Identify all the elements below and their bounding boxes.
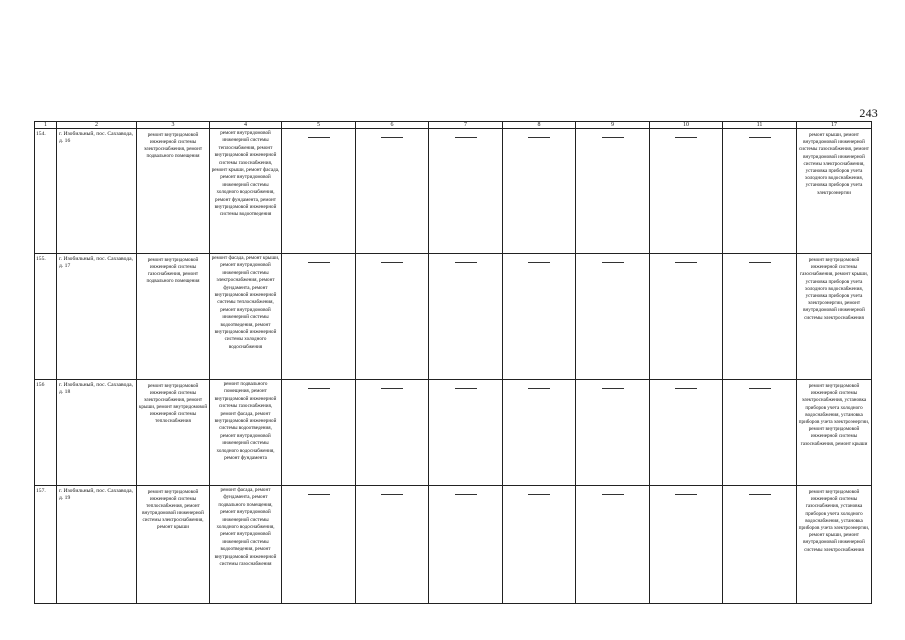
- header-cell: 3: [137, 122, 210, 129]
- dash-mark: [675, 388, 697, 389]
- dash-mark: [528, 388, 550, 389]
- dash-mark: [749, 494, 771, 495]
- dash-mark: [528, 262, 550, 263]
- table-row: [35, 129, 872, 254]
- works-cell-col4: ремонт фасада, ремонт фундамента, ремонт подвального помещения, ремонт внутридомовой инженерной системы холодного водоснабжения, ремонт внутридомовой инженерной системы водоотведения, ремонт внутридомовой инженерной системы газоснабжения: [210, 486, 282, 604]
- table-row: [35, 486, 872, 604]
- header-cell: 1: [35, 122, 57, 129]
- empty-cell-col11: [723, 380, 797, 486]
- header-cell: 2: [57, 122, 137, 129]
- empty-cell-col6: [356, 486, 429, 604]
- empty-cell-col11: [723, 486, 797, 604]
- address-cell: г. Изобильный, пос. Сахзавода, д. 16: [57, 129, 137, 254]
- dash-mark: [749, 388, 771, 389]
- empty-cell-col11: [723, 254, 797, 380]
- dash-mark: [455, 388, 477, 389]
- empty-cell-col5: [282, 254, 356, 380]
- empty-cell-col10: [650, 254, 723, 380]
- empty-cell-col7: [429, 486, 503, 604]
- dash-mark: [308, 137, 330, 138]
- header-cell: 7: [429, 122, 503, 129]
- table-row: [35, 254, 872, 380]
- row-number: 155.: [35, 254, 57, 380]
- row-number: 157.: [35, 486, 57, 604]
- works-cell-col4: ремонт внутридомовой инженерной системы теплоснабжения, ремонт внутридомовой инженерной системы газоснабжения, ремонт крыши, ремонт фасада, ремонт внутридомовой инженерной системы холодного водоснабжения, ремонт фундамента, ремонт внутридомовой инженерной системы водоотведения: [210, 129, 282, 254]
- empty-cell-col9: [576, 380, 650, 486]
- dash-mark: [308, 388, 330, 389]
- empty-cell-col7: [429, 254, 503, 380]
- works-cell-col3: ремонт внутридомовой инженерной системы электроснабжения, ремонт подвального помещения: [137, 129, 210, 254]
- page-number: 243: [859, 106, 878, 120]
- dash-mark: [675, 262, 697, 263]
- works-cell-col17: ремонт внутридомовой инженерной системы электроснабжения, установка приборов учета холодного водоснабжения, установка приборов учета электроэнергии, ремонт внутридомовой инженерной системы газоснабжения, ремонт крыши: [797, 380, 872, 486]
- dash-mark: [675, 494, 697, 495]
- dash-mark: [528, 137, 550, 138]
- dash-mark: [602, 494, 624, 495]
- empty-cell-col5: [282, 129, 356, 254]
- empty-cell-col6: [356, 129, 429, 254]
- header-cell: 4: [210, 122, 282, 129]
- header-cell: 8: [503, 122, 576, 129]
- dash-mark: [381, 494, 403, 495]
- empty-cell-col9: [576, 254, 650, 380]
- dash-mark: [308, 494, 330, 495]
- header-cell: 6: [356, 122, 429, 129]
- empty-cell-col7: [429, 129, 503, 254]
- empty-cell-col5: [282, 486, 356, 604]
- works-cell-col17: ремонт внутридомовой инженерной системы газоснабжения, установка приборов учета холодного водоснабжения, установка приборов учета электроэнергии, ремонт крыши, ремонт внутридомовой инженерной системы электроснабжения: [797, 486, 872, 604]
- empty-cell-col8: [503, 380, 576, 486]
- header-cell: 5: [282, 122, 356, 129]
- empty-cell-col9: [576, 129, 650, 254]
- table-row: [35, 380, 872, 486]
- header-cell: 17: [797, 122, 872, 129]
- dash-mark: [749, 262, 771, 263]
- works-cell-col17: ремонт крыши, ремонт внутридомовой инженерной системы газоснабжения, ремонт внутридомовой инженерной системы электроснабжения, установка приборов учета холодного водоснабжения, установка приборов учета электроэнергии: [797, 129, 872, 254]
- empty-cell-col6: [356, 380, 429, 486]
- empty-cell-col8: [503, 486, 576, 604]
- works-cell-col4: ремонт подвального помещения, ремонт внутридомовой инженерной системы газоснабжения, ремонт фасада, ремонт внутридомовой инженерной системы водоотведения, ремонт внутридомовой инженерной системы холодного водоснабжения, ремонт фундамента: [210, 380, 282, 486]
- address-cell: г. Изобильный, пос. Сахзавода, д. 17: [57, 254, 137, 380]
- empty-cell-col7: [429, 380, 503, 486]
- empty-cell-col5: [282, 380, 356, 486]
- empty-cell-col8: [503, 129, 576, 254]
- header-row: [35, 122, 872, 129]
- header-cell: 11: [723, 122, 797, 129]
- dash-mark: [455, 262, 477, 263]
- repair-plan-table: [34, 121, 872, 604]
- row-number: 156: [35, 380, 57, 486]
- dash-mark: [381, 137, 403, 138]
- works-cell-col3: ремонт внутридомовой инженерной системы электроснабжения, ремонт крыши, ремонт внутридомовой инженерной системы теплоснабжения: [137, 380, 210, 486]
- dash-mark: [381, 388, 403, 389]
- dash-mark: [602, 137, 624, 138]
- empty-cell-col10: [650, 129, 723, 254]
- dash-mark: [381, 262, 403, 263]
- dash-mark: [602, 262, 624, 263]
- empty-cell-col10: [650, 486, 723, 604]
- empty-cell-col11: [723, 129, 797, 254]
- address-cell: г. Изобильный, пос. Сахзавода, д. 19: [57, 486, 137, 604]
- dash-mark: [455, 137, 477, 138]
- dash-mark: [455, 494, 477, 495]
- dash-mark: [308, 262, 330, 263]
- address-cell: г. Изобильный, пос. Сахзавода, д. 18: [57, 380, 137, 486]
- dash-mark: [602, 388, 624, 389]
- empty-cell-col6: [356, 254, 429, 380]
- header-cell: 9: [576, 122, 650, 129]
- works-cell-col4: ремонт фасада, ремонт крыши, ремонт внутридомовой инженерной системы электроснабжения, ремонт фундамента, ремонт внутридомовой инженерной системы теплоснабжения, ремонт внутридомовой инженерной системы водоотведения, ремонт внутридомовой инженерной системы холодного водоснабжения: [210, 254, 282, 380]
- row-number: 154.: [35, 129, 57, 254]
- header-cell: 10: [650, 122, 723, 129]
- dash-mark: [528, 494, 550, 495]
- empty-cell-col10: [650, 380, 723, 486]
- empty-cell-col9: [576, 486, 650, 604]
- dash-mark: [749, 137, 771, 138]
- empty-cell-col8: [503, 254, 576, 380]
- works-cell-col3: ремонт внутридомовой инженерной системы газоснабжения, ремонт подвального помещения: [137, 254, 210, 380]
- dash-mark: [675, 137, 697, 138]
- works-cell-col3: ремонт внутридомовой инженерной системы теплоснабжения, ремонт внутридомовой инженерной системы электроснабжения, ремонт крыши: [137, 486, 210, 604]
- works-cell-col17: ремонт внутридомовой инженерной системы газоснабжения, ремонт крыши, установка приборов учета холодного водоснабжения, установка приборов учета электроэнергии, ремонт внутридомовой инженерной системы электроснабжения: [797, 254, 872, 380]
